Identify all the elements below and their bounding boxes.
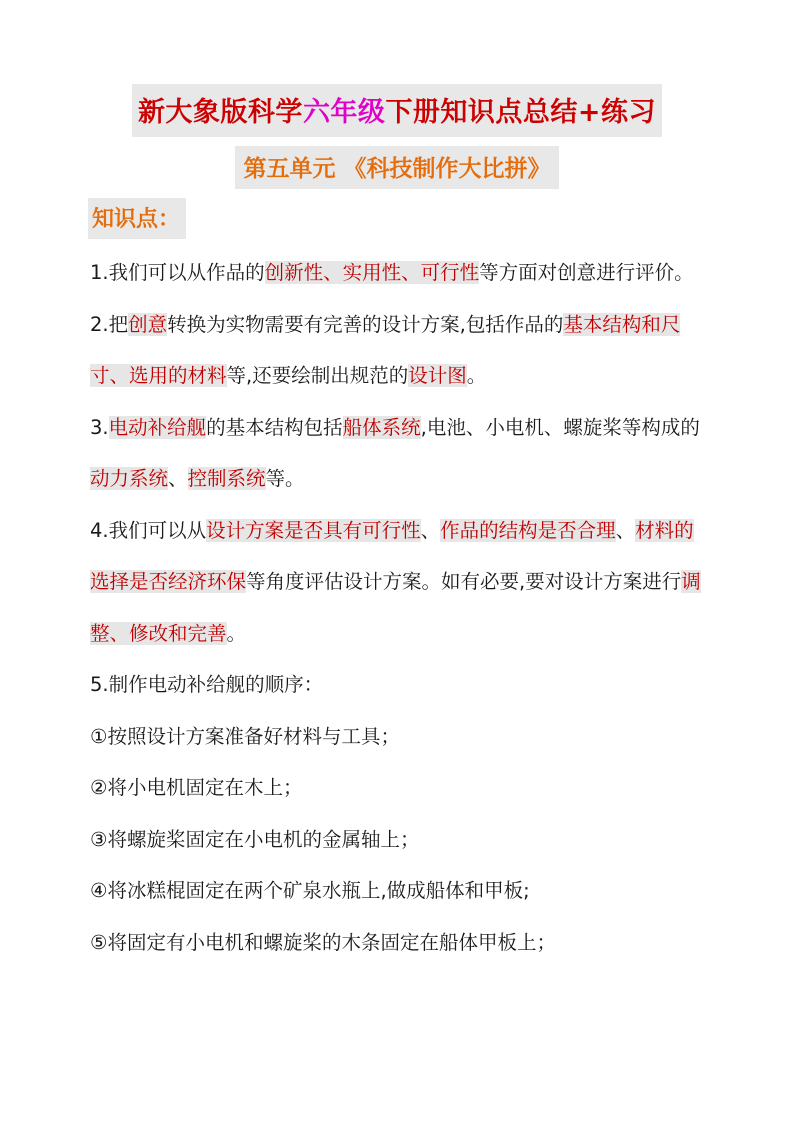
point-3-highlight-3: 动力系统 [90,467,169,490]
point-4 [90,505,704,660]
point-2-highlight-1: 创意 [128,312,168,336]
point-3-text: 3. [90,415,109,439]
point-2-highlight-3: 设计图 [408,364,467,387]
point-3-highlight-4: 控制系统 [187,467,266,490]
document-title [132,84,662,137]
point-2-text: 2.把 [90,312,129,336]
point-4-text-3: 、 [615,518,636,542]
point-1-highlight: 创新性、实用性、可行性 [264,261,480,284]
point-3-highlight-2: 船体系统 [342,415,421,439]
title-grade: 六年级 [302,97,386,128]
unit-title: 第五单元 《科技制作大比拼》 [235,146,558,189]
unit-title-wrap [0,146,794,189]
document-title-wrap [0,84,794,137]
point-2-text-3: 等,还要绘制出规范的 [226,364,409,387]
point-3-text-5: 等。 [265,467,305,490]
point-3 [90,402,704,505]
point-4-text: 4.我们可以从 [90,518,207,542]
title-part2: 下册知识点总结+练习 [385,97,657,128]
section-heading: 知识点： [88,198,186,239]
step-4: ④将冰糕棍固定在两个矿泉水瓶上,做成船体和甲板; [90,879,530,902]
point-4-highlight-3: 材料的选择是否经济环保 [90,518,694,593]
point-3-text-2: 的基本结构包括 [206,415,343,439]
point-3-text-4: 、 [168,467,188,490]
point-2-highlight-2: 基本结构和尺寸、选用的材料 [90,312,681,387]
point-3-highlight-1: 电动补给舰 [108,415,207,439]
point-3-text-3: ,电池、小电机、螺旋桨等构成的 [420,415,700,439]
point-1-text-2: 等方面对创意进行评价。 [479,261,694,284]
point-2-text-2: 转换为实物需要有完善的设计方案,包括作品的 [167,312,564,336]
point-4-highlight-2: 作品的结构是否合理 [440,518,616,542]
step-5: ⑤将固定有小电机和螺旋桨的木条固定在船体甲板上； [90,930,556,954]
step-3: ③将螺旋桨固定在小电机的金属轴上； [90,827,420,851]
point-5: 5.制作电动补给舰的顺序： [90,673,324,696]
content-body [90,247,704,968]
point-2 [90,299,704,402]
point-4-text-2: 、 [420,518,441,542]
title-part1: 新大象版科学 [137,97,303,128]
point-1 [90,247,704,299]
step-1: ①按照设计方案准备好材料与工具； [90,724,400,748]
point-4-highlight-1: 设计方案是否具有可行性 [206,518,421,542]
point-4-text-4: 等角度评估设计方案。如有必要,要对设计方案进行 [246,570,682,593]
point-4-highlight-4: 调整、修改和完善 [90,570,701,645]
step-2: ②将小电机固定在木上； [90,776,303,799]
point-2-text-4: 。 [466,364,487,387]
point-4-text-5: 。 [226,621,247,645]
point-1-text: 1.我们可以从作品的 [90,261,265,284]
